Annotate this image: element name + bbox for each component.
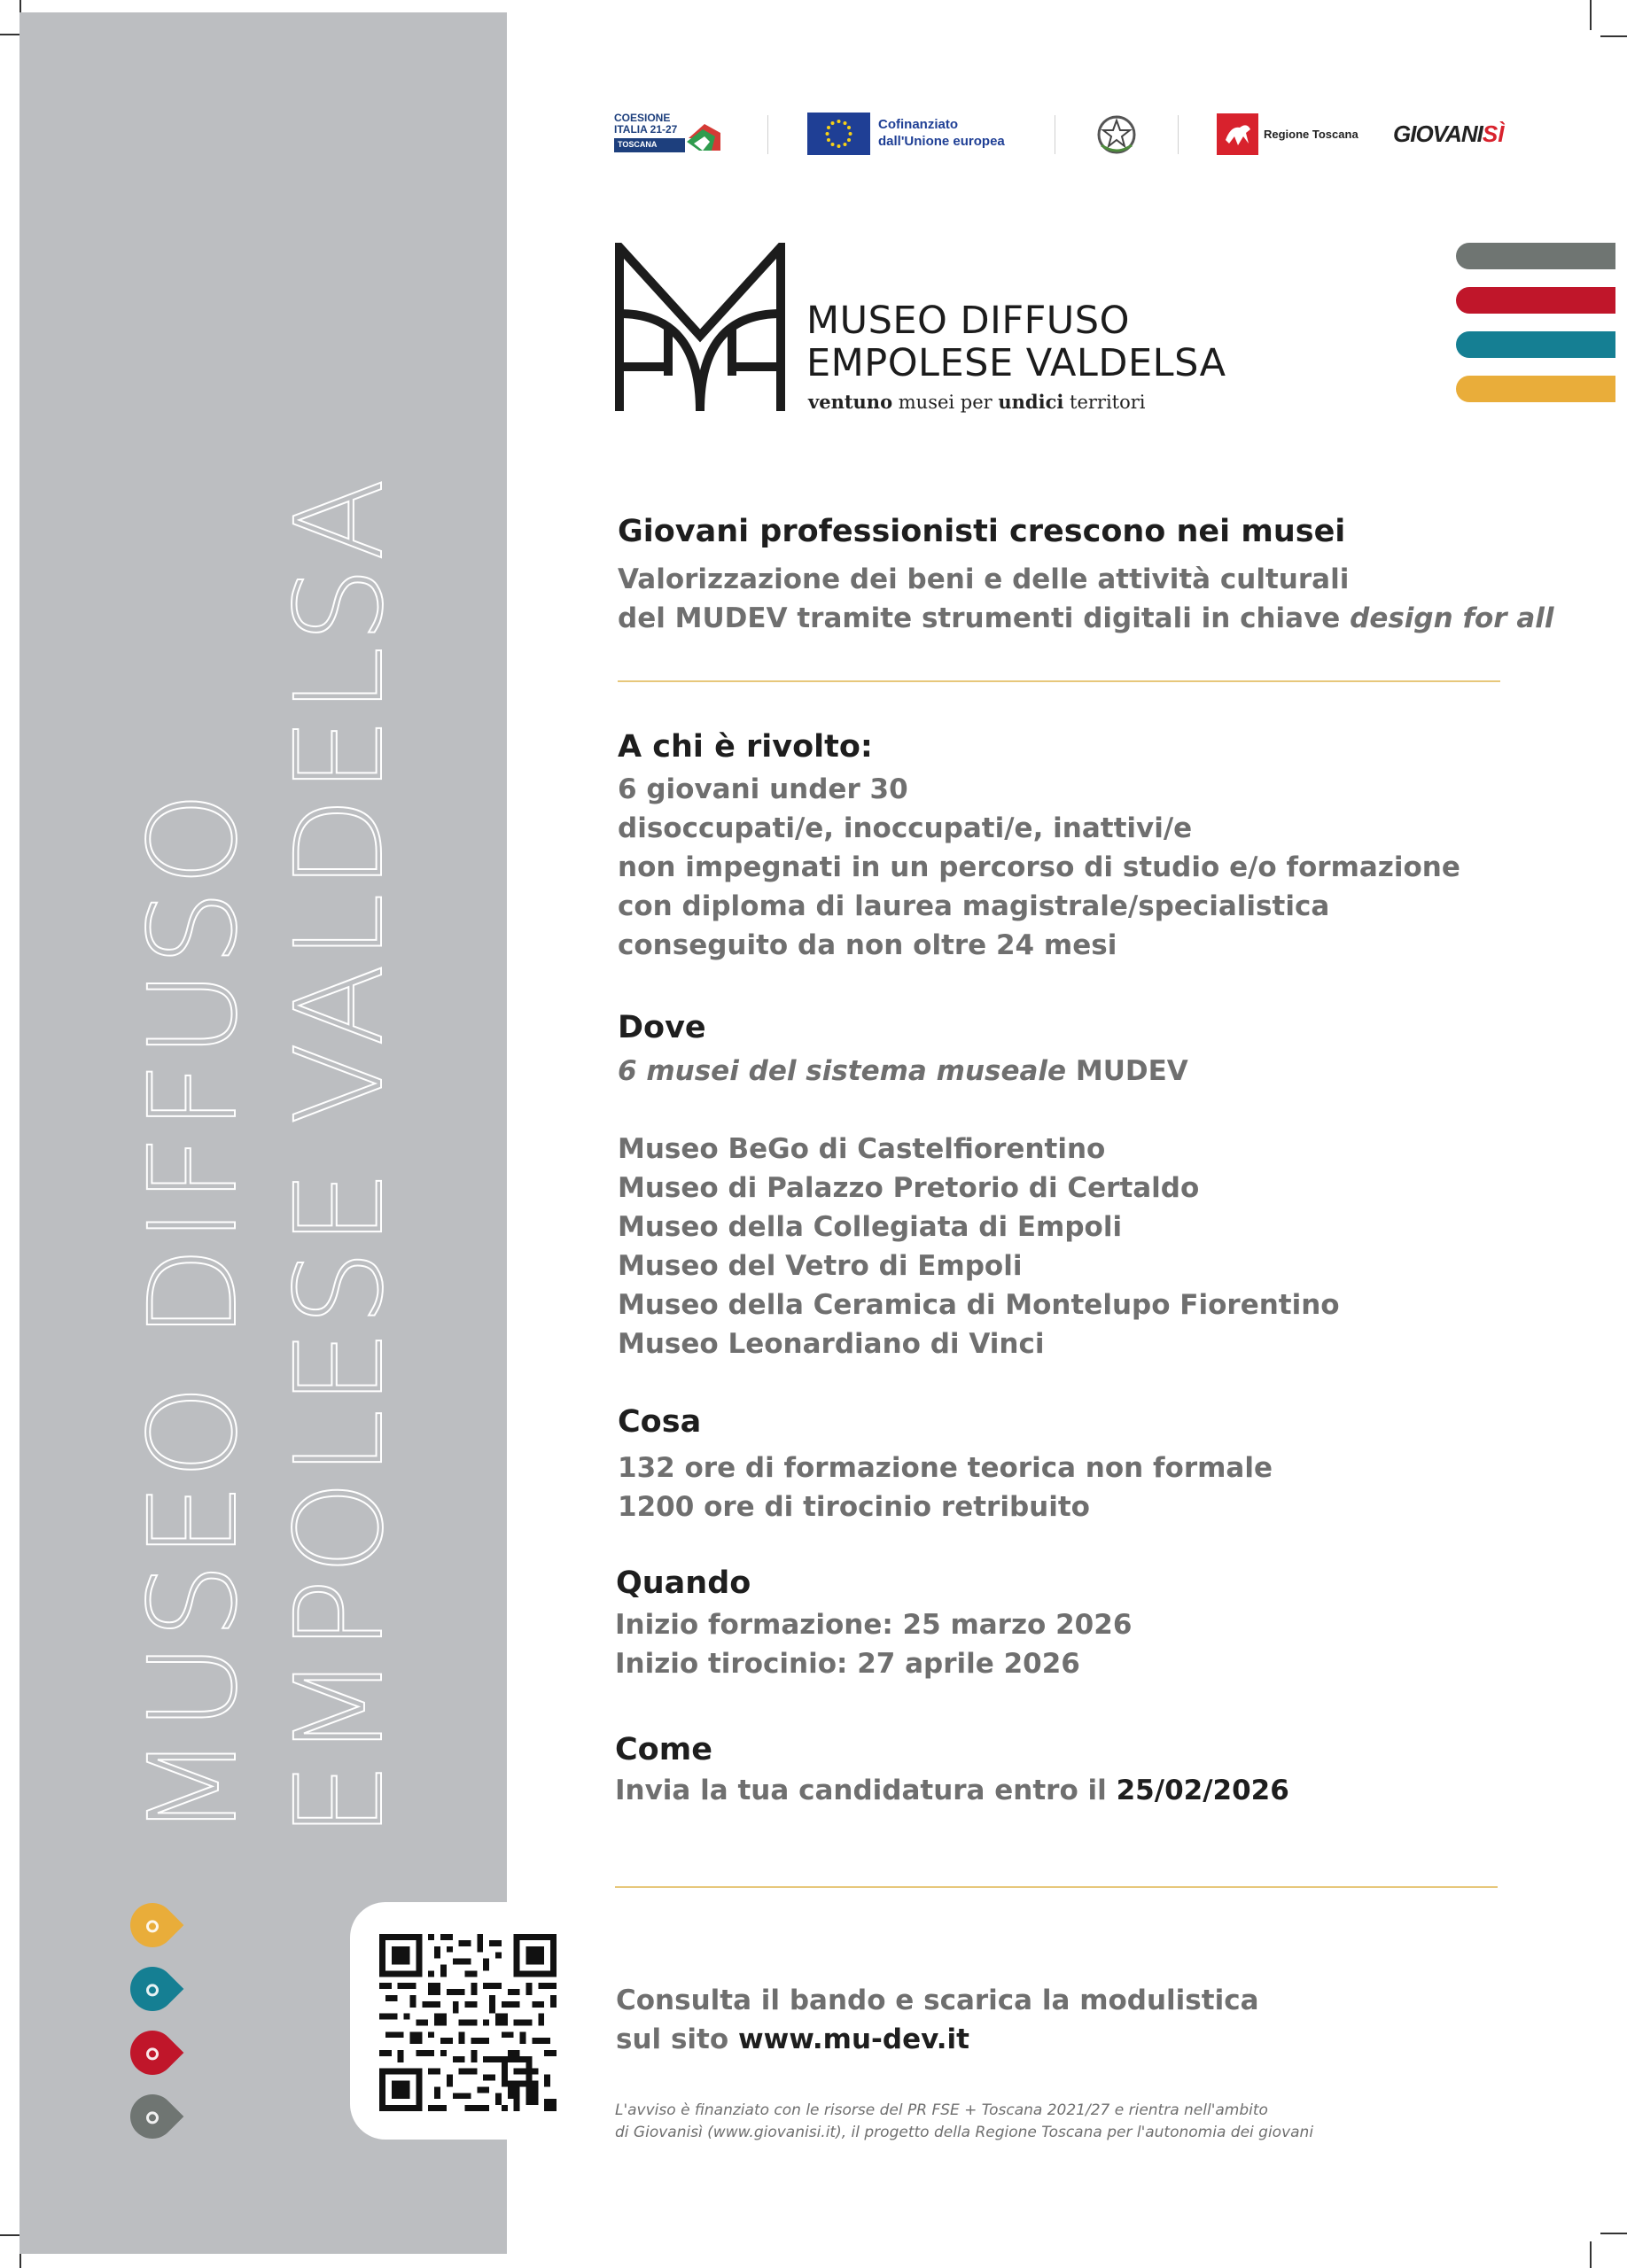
intro-text bbox=[618, 560, 1554, 638]
vertical-title-line-1: MUSEO DIFFUSO bbox=[124, 788, 264, 1838]
when-heading: Quando bbox=[616, 1565, 751, 1601]
crop-mark bbox=[1590, 2241, 1592, 2268]
crop-mark bbox=[0, 2234, 19, 2236]
when-line: Inizio formazione: 25 marzo 2026 bbox=[615, 1609, 1133, 1641]
target-line: non impegnati in un percorso di studio e/o formazione bbox=[618, 851, 1460, 883]
what-line: 132 ore di formazione teorica non formale bbox=[618, 1452, 1273, 1484]
brand-tagline bbox=[808, 391, 1146, 413]
where-heading: Dove bbox=[618, 1010, 706, 1045]
stripe-teal bbox=[1456, 331, 1615, 358]
when-line: Inizio tirocinio: 27 aprile 2026 bbox=[615, 1648, 1080, 1680]
how-text bbox=[615, 1771, 1289, 1810]
vertical-title-line-2: EMPOLESE VALDELSA bbox=[270, 475, 410, 1838]
website-link[interactable]: www.mu-dev.it bbox=[737, 2023, 970, 2055]
section-divider bbox=[618, 680, 1500, 682]
eu-cofinanziato-text: Cofinanziato bbox=[878, 117, 958, 132]
what-line: 1200 ore di tirocinio retribuito bbox=[618, 1491, 1090, 1523]
deadline-date: 25/02/2026 bbox=[1116, 1775, 1289, 1806]
coesione-region-label: TOSCANA bbox=[618, 140, 658, 149]
coesione-region-bar bbox=[614, 138, 685, 152]
consult-line-2-text: sul sito bbox=[616, 2023, 738, 2055]
how-heading: Come bbox=[615, 1732, 712, 1767]
stripe-red bbox=[1456, 287, 1615, 314]
target-line: con diploma di laurea magistrale/specialistica bbox=[618, 890, 1330, 922]
what-heading: Cosa bbox=[618, 1404, 702, 1440]
coesione-logo-text-2: ITALIA 21-27 bbox=[614, 123, 678, 136]
crop-mark bbox=[1600, 35, 1627, 37]
divider bbox=[1178, 115, 1179, 154]
funding-note-line-2: di Giovanisì (www.giovanisi.it), il progetto della Regione Toscana per l'autonomia dei giovani bbox=[615, 2124, 1314, 2141]
giovanisi-accent-text: SÌ bbox=[1482, 120, 1505, 147]
divider bbox=[767, 115, 768, 154]
intro-line-2 bbox=[618, 599, 1554, 638]
giovanisi-text: GIOVANI bbox=[1393, 120, 1483, 147]
intro-title: Giovani professionisti crescono nei musei bbox=[618, 514, 1346, 549]
crop-mark bbox=[1590, 0, 1592, 30]
where-subtitle bbox=[618, 1052, 1188, 1091]
consult-text bbox=[616, 1981, 1259, 2059]
where-subtitle-mudev: MUDEV bbox=[1066, 1055, 1188, 1087]
where-subtitle-italic: 6 musei del sistema museale bbox=[618, 1055, 1067, 1087]
stripe-grey bbox=[1456, 243, 1615, 269]
how-text-plain: Invia la tua candidatura entro il bbox=[615, 1775, 1117, 1806]
target-line: disoccupati/e, inoccupati/e, inattivi/e bbox=[618, 812, 1193, 844]
museum-item: Museo della Ceramica di Montelupo Fiorentino bbox=[618, 1289, 1340, 1321]
museum-item: Museo Leonardiano di Vinci bbox=[618, 1328, 1045, 1360]
giovanisi-logo bbox=[1393, 120, 1504, 148]
museum-item: Museo di Palazzo Pretorio di Certaldo bbox=[618, 1172, 1200, 1204]
eu-flag-icon bbox=[807, 113, 870, 155]
coesione-logo-text: COESIONE bbox=[614, 112, 671, 124]
intro-design-for-all: design for all bbox=[1350, 602, 1554, 634]
target-heading: A chi è rivolto: bbox=[618, 729, 873, 765]
museum-item: Museo del Vetro di Empoli bbox=[618, 1250, 1023, 1282]
brand-title-line-1: MUSEO DIFFUSO bbox=[806, 299, 1130, 343]
qr-code-icon[interactable] bbox=[379, 1934, 557, 2111]
target-line: 6 giovani under 30 bbox=[618, 773, 908, 805]
when-list bbox=[615, 1605, 1132, 1683]
tagline-text: musei per bbox=[892, 392, 999, 413]
regione-toscana-text: Regione Toscana bbox=[1264, 128, 1358, 141]
funding-note bbox=[615, 2100, 1313, 2144]
brand-title-line-2: EMPOLESE VALDELSA bbox=[806, 341, 1226, 385]
what-list bbox=[618, 1449, 1273, 1526]
italian-republic-emblem-icon bbox=[1096, 113, 1137, 156]
tagline-text-end: territori bbox=[1063, 392, 1146, 413]
brand-title bbox=[806, 299, 1226, 384]
coesione-arrows-icon bbox=[685, 115, 724, 154]
tagline-undici: undici bbox=[998, 391, 1064, 413]
funding-note-line-1: L'avviso è finanziato con le risorse del PR FSE + Toscana 2021/27 e rientra nell'ambito bbox=[615, 2101, 1268, 2119]
intro-line-1: Valorizzazione dei beni e delle attività culturali bbox=[618, 563, 1350, 595]
section-divider bbox=[615, 1886, 1498, 1888]
crop-mark bbox=[1600, 2233, 1627, 2234]
intro-line-2-text: del MUDEV tramite strumenti digitali in chiave bbox=[618, 602, 1351, 634]
mudev-logo-mark bbox=[615, 243, 785, 413]
museum-item: Museo BeGo di Castelfiorentino bbox=[618, 1133, 1106, 1165]
consult-line-2 bbox=[616, 2020, 1259, 2059]
consult-line-1: Consulta il bando e scarica la modulistica bbox=[616, 1984, 1259, 2016]
target-list bbox=[618, 770, 1460, 965]
museum-list bbox=[618, 1130, 1340, 1363]
stripe-yellow bbox=[1456, 376, 1615, 402]
regione-toscana-flag-icon bbox=[1217, 113, 1258, 155]
target-line: conseguito da non oltre 24 mesi bbox=[618, 929, 1117, 961]
crop-mark bbox=[0, 34, 19, 35]
tagline-ventuno: ventuno bbox=[808, 391, 893, 413]
museum-item: Museo della Collegiata di Empoli bbox=[618, 1211, 1123, 1243]
coesione-italia-logo bbox=[614, 112, 726, 156]
eu-unione-text: dall'Unione europea bbox=[878, 134, 1005, 149]
